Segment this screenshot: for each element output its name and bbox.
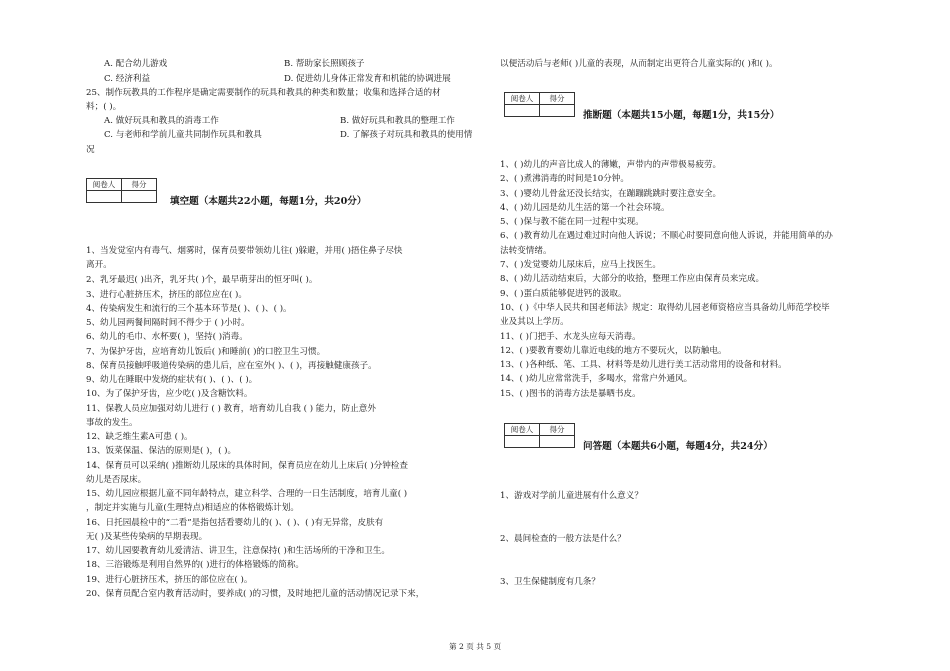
question-text: 25、制作玩教具的工作程序是确定需要制作的玩具和教具的种类和数量；收集和选择合适的材: [86, 88, 441, 98]
question-text: 2、乳牙最迟( )出齐，乳牙共( )个，最早萌芽出的恒牙叫( )。: [86, 275, 318, 285]
question-text: 1、( )幼儿的声音比成人的薄嫩，声带内的声带极易疲劳。: [500, 160, 722, 170]
score-table: [504, 92, 575, 117]
question-text: 3、卫生保健制度有几条？: [500, 577, 600, 587]
question-text: 7、( )发觉婴幼儿尿床后，应马上找医生。: [500, 260, 661, 270]
question-text: 3、( )婴幼儿骨盆还没长结实，在蹦蹦跳跳时要注意安全。: [500, 189, 722, 199]
option-b: B. 做好玩具和教具的整理工作: [340, 116, 455, 126]
section-heading: 填空题（本题共22小题，每题1分，共20分）: [170, 196, 367, 207]
option-c: C. 与老师和学前儿童共同制作玩具和教具: [104, 130, 262, 140]
question-text: 15、幼儿园应根据儿童不同年龄特点，建立科学、合理的一日生活制度，培育儿童( ): [86, 489, 408, 499]
question-text: 以便活动后与老师( )儿童的表现，从而制定出更符合儿童实际的( )和( )。: [500, 59, 778, 69]
option-a: A. 做好玩具和教具的消毒工作: [104, 116, 219, 126]
question-text: 13、饭菜保温、保洁的原则是( )，( )。: [86, 446, 237, 456]
question-text: 4、传染病发生和流行的三个基本环节是( )、( )、( )。: [86, 304, 292, 314]
score-label: 得分: [122, 179, 157, 191]
question-text: 1、当发觉室内有毒气、烟雾时，保育员要带领幼儿往( )躲避，并用( )捂住鼻子尽快: [86, 246, 403, 256]
grader-cell: [505, 105, 540, 117]
question-text: 业及其以上学历。: [500, 317, 569, 327]
question-text: 6、幼儿的毛巾、水杯要( )，坚持( )消毒。: [86, 332, 248, 342]
section-heading: 推断题（本题共15小题，每题1分，共15分）: [583, 110, 780, 121]
score-table: [504, 423, 575, 448]
question-text: 17、幼儿园要教育幼儿爱清洁、讲卫生，注意保持( )和生活场所的干净和卫生。: [86, 546, 390, 556]
question-text: 6、( )教育幼儿在遇过难过时向他人诉说；不顺心时要同意向他人诉说，并能用简单的办: [500, 231, 833, 241]
option-a: A. 配合幼儿游戏: [104, 59, 168, 69]
question-text: 2、晨间检查的一般方法是什么？: [500, 534, 626, 544]
question-text: 11、( )门把手、水龙头应每天消毒。: [500, 332, 641, 342]
question-text: 19、进行心脏挤压术，挤压的部位应在( )。: [86, 575, 253, 585]
option-d: D. 促进幼儿身体正常发育和机能的协调进展: [284, 74, 451, 84]
question-text: 14、( )幼儿应常常洗手，多喝水，常常户外通风。: [500, 374, 693, 384]
question-text: 料；( )。: [86, 102, 122, 112]
score-cell: [122, 191, 157, 203]
question-text: 10、( )《中华人民共和国老师法》规定：取得幼儿园老师资格应当具备幼儿师范学校毕: [500, 303, 830, 313]
question-text: 20、保育员配合室内教育活动时，要养成( )的习惯，及时地把儿童的活动情况记录下来，: [86, 589, 425, 599]
question-text: 8、( )幼儿活动结束后，大部分的收拾，整理工作应由保育员来完成。: [500, 274, 765, 284]
question-text: 5、幼儿园两餐间隔时间不得少于 ( )小时。: [86, 318, 250, 328]
question-text: 9、幼儿在睡眠中发烧的症状有( )、( )、( )。: [86, 375, 258, 385]
score-label: 得分: [540, 93, 575, 105]
question-text: 8、保育员接触呼吸道传染病的患儿后，应在室外( )、( )，再接触健康孩子。: [86, 361, 377, 371]
question-text: 15、( )图书的消毒方法是暴晒书皮。: [500, 389, 641, 399]
grader-label: 阅卷人: [505, 424, 540, 436]
question-text: 幼儿是否尿床。: [86, 475, 147, 485]
question-text: 4、( )幼儿园是幼儿生活的第一个社会环境。: [500, 203, 670, 213]
score-table: [86, 178, 157, 203]
question-text: 12、( )要教育婴幼儿靠近电线的地方不要玩火，以防触电。: [500, 346, 727, 356]
grader-label: 阅卷人: [505, 93, 540, 105]
question-text: 16、日托园晨检中的“二看”是指包括看婴幼儿的( )、( )、( )有无异常，皮肤有: [86, 518, 384, 528]
grader-cell: [87, 191, 122, 203]
question-text: 18、三浴锻炼是利用自然界的( )进行的体格锻炼的简称。: [86, 560, 305, 570]
option-d: D. 了解孩子对玩具和教具的使用情: [340, 130, 473, 140]
question-text: 7、为保护牙齿，应培育幼儿饭后( )和睡前( )的口腔卫生习惯。: [86, 347, 326, 357]
question-text: 2、( )煮沸消毒的时间是10分钟。: [500, 174, 629, 184]
question-text: 13、( )各种纸、笔、工具、材料等是幼儿进行美工活动常用的设备和材料。: [500, 360, 787, 370]
grader-label: 阅卷人: [87, 179, 122, 191]
question-text: 5、( )保与教不能在同一过程中实现。: [500, 217, 644, 227]
option-c: C. 经济利益: [104, 74, 151, 84]
score-label: 得分: [540, 424, 575, 436]
option-b: B. 帮助家长照顾孩子: [284, 59, 365, 69]
score-cell: [540, 436, 575, 448]
option-d-cont: 况: [86, 145, 95, 155]
question-text: 事故的发生。: [86, 418, 138, 428]
question-text: 无( )及某些传染病的早期表现。: [86, 532, 208, 542]
question-text: 12、缺乏维生素A可患 ( )。: [86, 432, 193, 442]
question-text: 1、游戏对学前儿童进展有什么意义？: [500, 491, 643, 501]
score-cell: [540, 105, 575, 117]
question-text: 法转变情绪。: [500, 246, 552, 256]
question-text: 3、进行心脏挤压术，挤压的部位应在( )。: [86, 290, 247, 300]
question-text: ，制定并实施与儿童(生理特点)相适应的体格锻炼计划。: [86, 503, 299, 513]
question-text: 11、保教人员应加强对幼儿进行 ( ) 教育，培育幼儿自我 ( ) 能力，防止意外: [86, 404, 376, 414]
question-text: 离开。: [86, 260, 112, 270]
question-text: 14、保育员可以采纳( )推断幼儿尿床的具体时间，保育员应在幼儿上床后( )分钟检查: [86, 461, 408, 471]
question-text: 10、为了保护牙齿，应少吃( )及含糖饮料。: [86, 389, 253, 399]
question-text: 9、( )蛋白质能够促进钙的汲取。: [500, 289, 627, 299]
grader-cell: [505, 436, 540, 448]
page-footer: 第 2 页 共 5 页: [448, 642, 502, 651]
section-heading: 问答题（本题共6小题，每题4分，共24分）: [583, 441, 773, 452]
